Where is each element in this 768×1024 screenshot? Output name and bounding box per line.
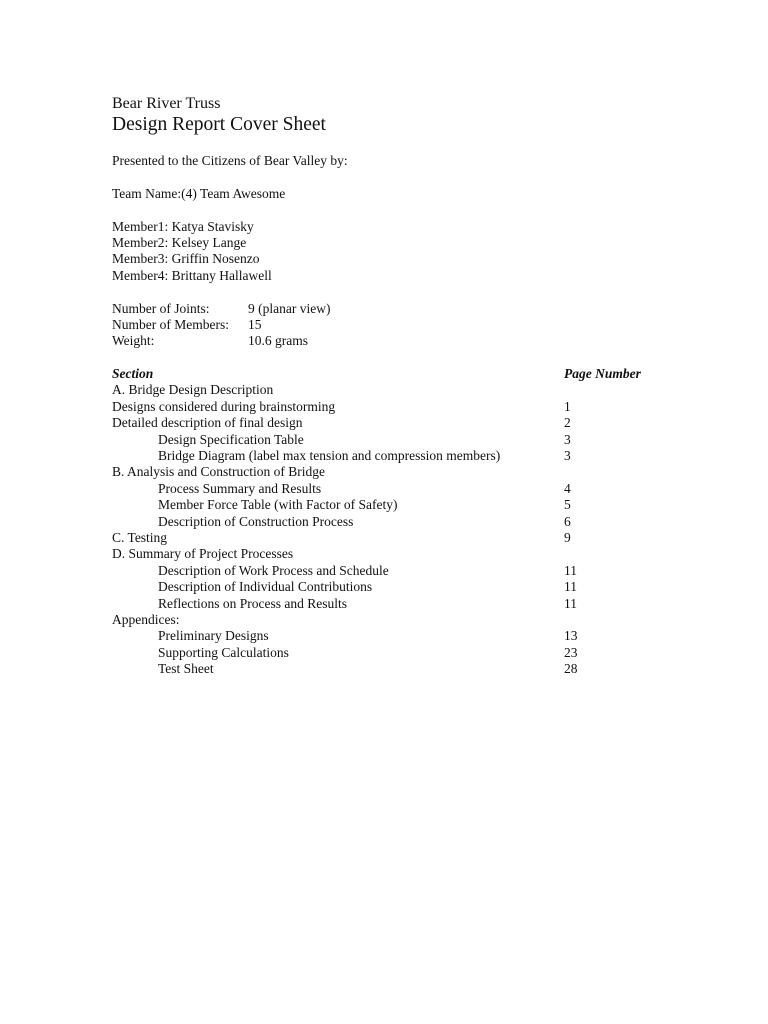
toc-section: Description of Work Process and Schedule	[158, 562, 389, 578]
toc-row	[112, 481, 672, 497]
toc-row	[112, 448, 672, 464]
toc-row	[112, 596, 672, 612]
toc-page: 11	[564, 562, 577, 578]
toc-section: Member Force Table (with Factor of Safety)	[158, 497, 398, 513]
toc-page: 1	[564, 398, 571, 414]
toc-row	[112, 497, 672, 513]
toc-section: B. Analysis and Construction of Bridge	[112, 464, 325, 480]
toc-page-header: Page Number	[564, 366, 641, 382]
toc-section: Description of Construction Process	[158, 513, 354, 529]
toc-section: Designs considered during brainstorming	[112, 398, 336, 414]
toc-row	[112, 579, 672, 595]
document-subtitle: Bear River Truss	[112, 95, 221, 112]
toc-section: Test Sheet	[158, 661, 214, 677]
toc-section: Detailed description of final design	[112, 415, 303, 431]
stat-row	[112, 301, 672, 317]
team-name: Team Name:(4) Team Awesome	[112, 185, 286, 201]
toc-row	[112, 628, 672, 644]
toc-row	[112, 464, 672, 480]
stat-label: Number of Members:	[112, 316, 229, 332]
toc-section: Description of Individual Contributions	[158, 579, 373, 595]
member-item: Member4: Brittany Hallawell	[112, 267, 272, 283]
toc-page: 23	[564, 644, 578, 660]
document-title: Design Report Cover Sheet	[112, 114, 326, 135]
bridge-stats	[112, 301, 672, 350]
toc-page: 2	[564, 415, 571, 431]
toc-section: Process Summary and Results	[158, 480, 322, 496]
toc-section: Design Specification Table	[158, 431, 304, 447]
stat-row	[112, 317, 672, 333]
toc-page: 5	[564, 497, 571, 513]
member-item: Member1: Katya Stavisky	[112, 218, 254, 234]
toc-page: 28	[564, 661, 578, 677]
member-item: Member2: Kelsey Lange	[112, 234, 247, 250]
toc-row	[112, 645, 672, 661]
toc-row	[112, 399, 672, 415]
toc-row	[112, 612, 672, 628]
member-item: Member3: Griffin Nosenzo	[112, 251, 260, 267]
toc-section: Reflections on Process and Results	[158, 595, 347, 611]
toc-row	[112, 382, 672, 398]
stat-value: 9 (planar view)	[248, 300, 331, 316]
toc-section: Bridge Diagram (label max tension and compression members)	[158, 448, 501, 464]
toc-section: A. Bridge Design Description	[112, 382, 274, 398]
stat-row	[112, 333, 672, 349]
toc-section-header: Section	[112, 366, 154, 382]
toc-page: 3	[564, 448, 571, 464]
presented-line: Presented to the Citizens of Bear Valley by:	[112, 153, 348, 168]
toc-row	[112, 432, 672, 448]
toc-row	[112, 661, 672, 677]
toc-header-row	[112, 366, 672, 382]
toc-section: Appendices:	[112, 611, 180, 627]
toc-page: 11	[564, 595, 577, 611]
toc-section: D. Summary of Project Processes	[112, 546, 294, 562]
toc-section: Supporting Calculations	[158, 644, 289, 660]
toc-page: 11	[564, 579, 577, 595]
toc-row	[112, 415, 672, 431]
stat-value: 10.6 grams	[248, 333, 308, 349]
toc-row	[112, 514, 672, 530]
member-list	[112, 219, 672, 285]
toc-page: 6	[564, 513, 571, 529]
toc-section: Preliminary Designs	[158, 628, 269, 644]
toc-row	[112, 530, 672, 546]
toc-page: 3	[564, 431, 571, 447]
toc-page: 9	[564, 529, 571, 545]
stat-value: 15	[248, 316, 262, 332]
stat-label: Weight:	[112, 333, 155, 349]
table-of-contents	[112, 366, 672, 677]
toc-page: 4	[564, 480, 571, 496]
cover-sheet-page	[112, 94, 672, 678]
toc-page: 13	[564, 628, 578, 644]
toc-row	[112, 546, 672, 562]
toc-row	[112, 563, 672, 579]
toc-section: C. Testing	[112, 529, 168, 545]
stat-label: Number of Joints:	[112, 300, 210, 316]
